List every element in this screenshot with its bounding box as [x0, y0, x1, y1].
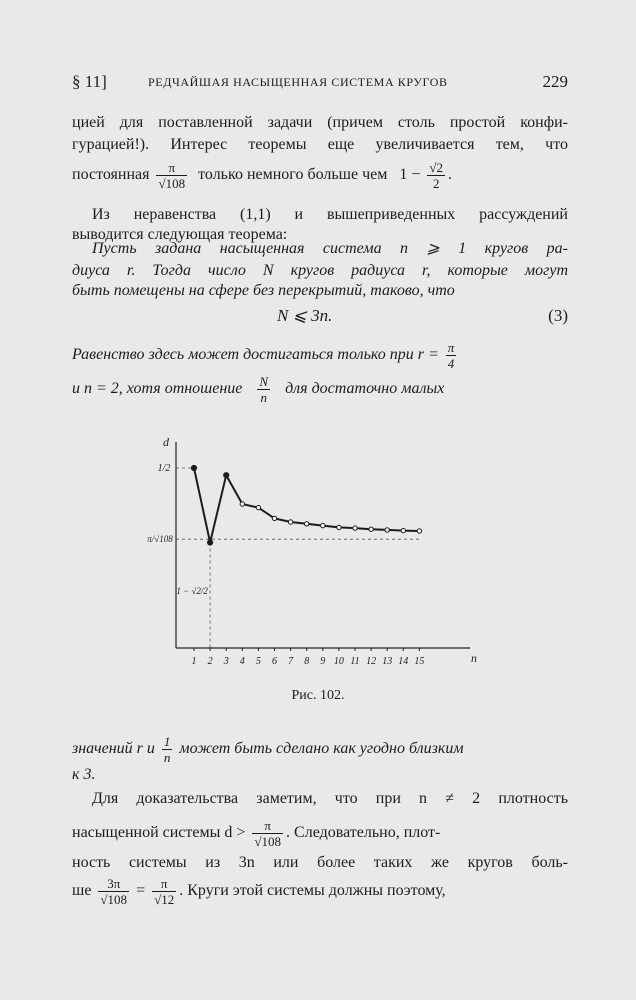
data-point	[417, 529, 421, 533]
running-header	[72, 72, 568, 96]
x-tick-label: 6	[272, 656, 277, 667]
x-tick-label: 1	[191, 656, 197, 667]
data-point	[305, 522, 309, 526]
paragraph-line: к 3.	[72, 766, 96, 783]
paragraph-line-formula: постоянная $\frac{\pi}{√108}$ только немного больше чем 1 − $\frac{√2}{2}$ .	[72, 160, 453, 191]
data-point	[353, 526, 357, 530]
x-tick-label: 11	[350, 656, 360, 667]
x-tick-label: 8	[304, 656, 310, 667]
paragraph-line: ность системы из 3n или более таких же кругов боль-	[72, 854, 568, 871]
y-tick-label-sqrt: 1 − √2/2	[176, 586, 208, 596]
x-tick-label: 2	[207, 656, 213, 667]
equation-number: (3)	[548, 306, 568, 325]
x-axis-label: n	[471, 651, 477, 665]
data-point	[337, 525, 341, 529]
data-point	[385, 528, 389, 532]
fraction: $\frac{3\pi}{√108}$	[100, 876, 128, 907]
data-point	[224, 473, 229, 478]
x-tick-label: 5	[255, 656, 261, 667]
page-number: 229	[542, 72, 568, 91]
theorem-line: быть помещены на сфере без перекрытий, таково, что	[72, 282, 455, 299]
x-tick-label: 9	[320, 656, 326, 667]
data-point	[256, 505, 260, 509]
paragraph-line-formula: насыщенной системы d > $\frac{\pi}{√108}$ . Следовательно, плот-	[72, 818, 441, 849]
paragraph-line-formula: и n = 2, хотя отношение $\frac{N}{n}$ для достаточно малых	[72, 374, 445, 405]
y-tick-label-half: 1/2	[157, 463, 171, 474]
fraction: $\frac{\pi}{√108}$	[158, 160, 186, 191]
paragraph-line: гурацией!). Интерес теоремы еще увеличивается тем, что	[72, 136, 568, 153]
density-chart	[140, 436, 490, 670]
x-tick-label: 10	[333, 656, 344, 667]
data-point	[369, 527, 373, 531]
data-point	[401, 528, 405, 532]
paragraph-line: Для доказательства заметим, что при n ≠ 2 плотность	[92, 790, 568, 807]
data-point	[321, 523, 325, 527]
theorem-line: диуса r. Тогда число N кругов радиуса r, которые могут	[72, 262, 568, 279]
paragraph-line-formula: значений r и $\frac{1}{n}$ может быть сделано как угодно близким	[72, 734, 464, 765]
data-point	[240, 502, 244, 506]
fraction: $\frac{\pi}{√12}$	[154, 876, 175, 907]
x-tick-label: 14	[398, 656, 409, 667]
theorem-line: Пусть задана насыщенная система n ⩾ 1 кругов ра-	[92, 240, 568, 257]
paragraph-line: цией для поставленной задачи (причем столь простой конфи-	[72, 114, 568, 131]
fraction: $\frac{\pi}{4}$	[447, 340, 455, 371]
fraction: $\frac{N}{n}$	[259, 374, 269, 405]
paragraph-line-formula: ше $\frac{3\pi}{√108}$ = $\frac{\pi}{√12}$ . Круги этой системы должны поэтому,	[72, 876, 446, 907]
figure-caption: Рис. 102.	[291, 688, 345, 703]
x-tick-label: 7	[288, 656, 294, 667]
data-point	[191, 465, 196, 470]
figure-102	[140, 436, 490, 670]
paragraph-line-formula: Равенство здесь может достигаться только при r = $\frac{\pi}{4}$	[72, 340, 455, 371]
fraction: $\frac{√2}{2}$	[429, 160, 444, 191]
x-tick-label: 4	[239, 656, 245, 667]
data-point	[272, 516, 276, 520]
x-tick-label: 3	[223, 656, 229, 667]
x-tick-label: 15	[414, 656, 425, 667]
data-point	[208, 540, 213, 545]
paragraph-line: Из неравенства (1,1) и вышеприведенных рассуждений	[92, 206, 568, 223]
chapter-title: РЕДЧАЙШАЯ НАСЫЩЕННАЯ СИСТЕМА КРУГОВ	[148, 75, 448, 89]
fraction: $\frac{1}{n}$	[163, 734, 171, 765]
x-tick-label: 12	[366, 656, 377, 667]
y-tick-label-pi: π/√108	[147, 534, 173, 545]
section-number: § 11]	[72, 72, 107, 91]
x-tick-label: 13	[382, 656, 393, 667]
fraction: $\frac{\pi}{√108}$	[254, 818, 282, 849]
data-point	[288, 520, 292, 524]
paragraph-line: выводится следующая теорема:	[72, 226, 288, 243]
equation: N ⩽ 3n.	[277, 306, 333, 325]
y-axis-label: d	[163, 436, 169, 449]
